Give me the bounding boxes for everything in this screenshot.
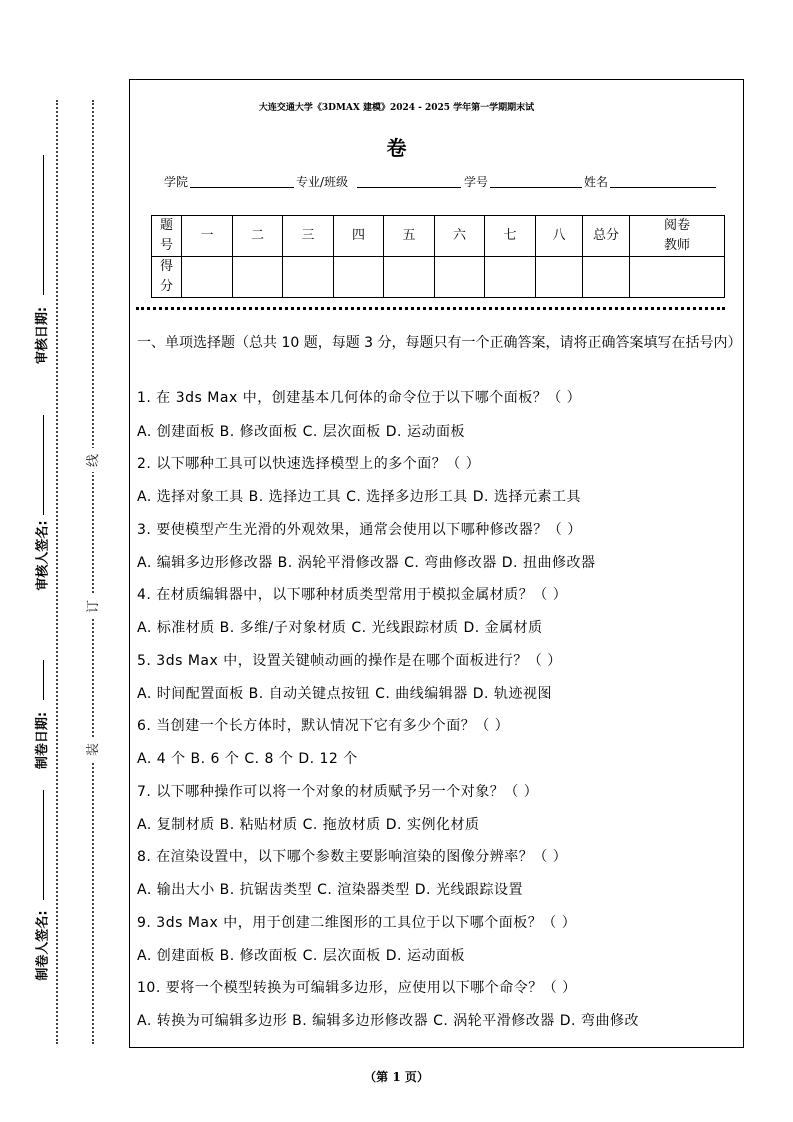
score-cell-5[interactable] — [384, 257, 435, 298]
col-3: 三 — [283, 216, 334, 257]
question-1: 1. 在 3ds Max 中，创建基本几何体的命令位于以下哪个面板？（ ） — [137, 390, 582, 406]
major-blank[interactable] — [357, 187, 461, 188]
options-5: A. 时间配置面板 B. 自动关键点按钮 C. 曲线编辑器 D. 轨迹视图 — [137, 686, 552, 702]
review-date-label: 审核日期: — [35, 306, 51, 364]
section-separator — [136, 307, 725, 310]
question-5: 5. 3ds Max 中，设置关键帧动画的操作是在哪个面板进行？（ ） — [137, 653, 562, 669]
score-table — [151, 215, 725, 298]
score-cell-total[interactable] — [583, 257, 630, 298]
col-4: 四 — [334, 216, 384, 257]
col-total: 总分 — [583, 216, 630, 257]
score-cell-4[interactable] — [334, 257, 384, 298]
question-2: 2. 以下哪种工具可以快速选择模型上的多个面？（ ） — [137, 456, 481, 472]
student-id-blank[interactable] — [490, 187, 582, 188]
col-2: 二 — [233, 216, 283, 257]
maker-sign-line — [43, 790, 44, 900]
score-table-header-row — [152, 216, 725, 257]
col-1: 一 — [182, 216, 233, 257]
options-3: A. 编辑多边形修改器 B. 涡轮平滑修改器 C. 弯曲修改器 D. 扭曲修改器 — [137, 555, 596, 571]
score-cell-8[interactable] — [536, 257, 583, 298]
question-6: 6. 当创建一个长方体时，默认情况下它有多少个面？（ ） — [137, 718, 510, 734]
score-label: 得分 — [152, 257, 182, 298]
college-label: 学院 — [164, 175, 189, 189]
col-7: 七 — [485, 216, 536, 257]
score-cell-7[interactable] — [485, 257, 536, 298]
options-8: A. 输出大小 B. 抗锯齿类型 C. 渲染器类型 D. 光线跟踪设置 — [137, 882, 523, 898]
page-number: （第 1 页） — [364, 1070, 429, 1084]
options-6: A. 4 个 B. 6 个 C. 8 个 D. 12 个 — [137, 751, 358, 767]
question-4: 4. 在材质编辑器中，以下哪种材质类型常用于模拟金属材质？（ ） — [137, 587, 568, 603]
exam-title — [0, 88, 793, 168]
question-10: 10. 要将一个模型转换为可编辑多边形，应使用以下哪个命令？（ ） — [137, 980, 577, 996]
exam-title-line1: 大连交通大学《3DMAX 建模》2024 - 2025 学年第一学期期末试 — [258, 103, 535, 113]
col-5: 五 — [384, 216, 435, 257]
score-cell-6[interactable] — [435, 257, 485, 298]
maker-sign-label: 制卷人签名: — [35, 909, 51, 981]
name-blank[interactable] — [610, 187, 716, 188]
options-9: A. 创建面板 B. 修改面板 C. 层次面板 D. 运动面板 — [137, 948, 465, 964]
question-number-label: 题号 — [152, 216, 182, 257]
make-date-label: 制卷日期: — [35, 711, 51, 769]
score-cell-reviewer[interactable] — [630, 257, 725, 298]
col-6: 六 — [435, 216, 485, 257]
question-8: 8. 在渲染设置中，以下哪个参数主要影响渲染的图像分辨率？（ ） — [137, 849, 568, 865]
question-9: 9. 3ds Max 中，用于创建二维图形的工具位于以下哪个面板？（ ） — [137, 915, 577, 931]
major-label: 专业/班级 — [296, 175, 349, 189]
score-table-score-row — [152, 257, 725, 298]
question-3: 3. 要使模型产生光滑的外观效果，通常会使用以下哪种修改器？（ ） — [137, 522, 582, 538]
binding-mark-zhuang: 装 — [80, 737, 104, 761]
question-7: 7. 以下哪种操作可以将一个对象的材质赋予另一个对象？（ ） — [137, 784, 539, 800]
reviewer-sign-label: 审核人签名: — [35, 519, 51, 591]
binding-mark-ding: 订 — [80, 594, 104, 618]
options-1: A. 创建面板 B. 修改面板 C. 层次面板 D. 运动面板 — [137, 424, 465, 440]
col-8: 八 — [536, 216, 583, 257]
section-heading: 一、单项选择题（总共 10 题，每题 3 分，每题只有一个正确答案，请将正确答案填写在括号内） — [137, 335, 742, 351]
options-2: A. 选择对象工具 B. 选择边工具 C. 选择多边形工具 D. 选择元素工具 — [137, 489, 581, 505]
review-date-line — [43, 155, 44, 295]
name-label: 姓名 — [584, 175, 609, 189]
options-4: A. 标准材质 B. 多维/子对象材质 C. 光线跟踪材质 D. 金属材质 — [137, 620, 543, 636]
options-10: A. 转换为可编辑多边形 B. 编辑多边形修改器 C. 涡轮平滑修改器 D. 弯曲修改 — [137, 1013, 639, 1029]
score-cell-1[interactable] — [182, 257, 233, 298]
student-id-label: 学号 — [464, 175, 489, 189]
binding-dotted-line-left — [56, 100, 58, 1044]
score-cell-3[interactable] — [283, 257, 334, 298]
binding-dotted-line-right — [92, 100, 94, 1044]
exam-title-line2: 卷 — [386, 136, 407, 160]
score-cell-2[interactable] — [233, 257, 283, 298]
binding-mark-xian: 线 — [80, 448, 104, 472]
col-reviewer: 阅卷教师 — [630, 216, 725, 257]
options-7: A. 复制材质 B. 粘贴材质 C. 拖放材质 D. 实例化材质 — [137, 817, 480, 833]
college-blank[interactable] — [190, 187, 294, 188]
